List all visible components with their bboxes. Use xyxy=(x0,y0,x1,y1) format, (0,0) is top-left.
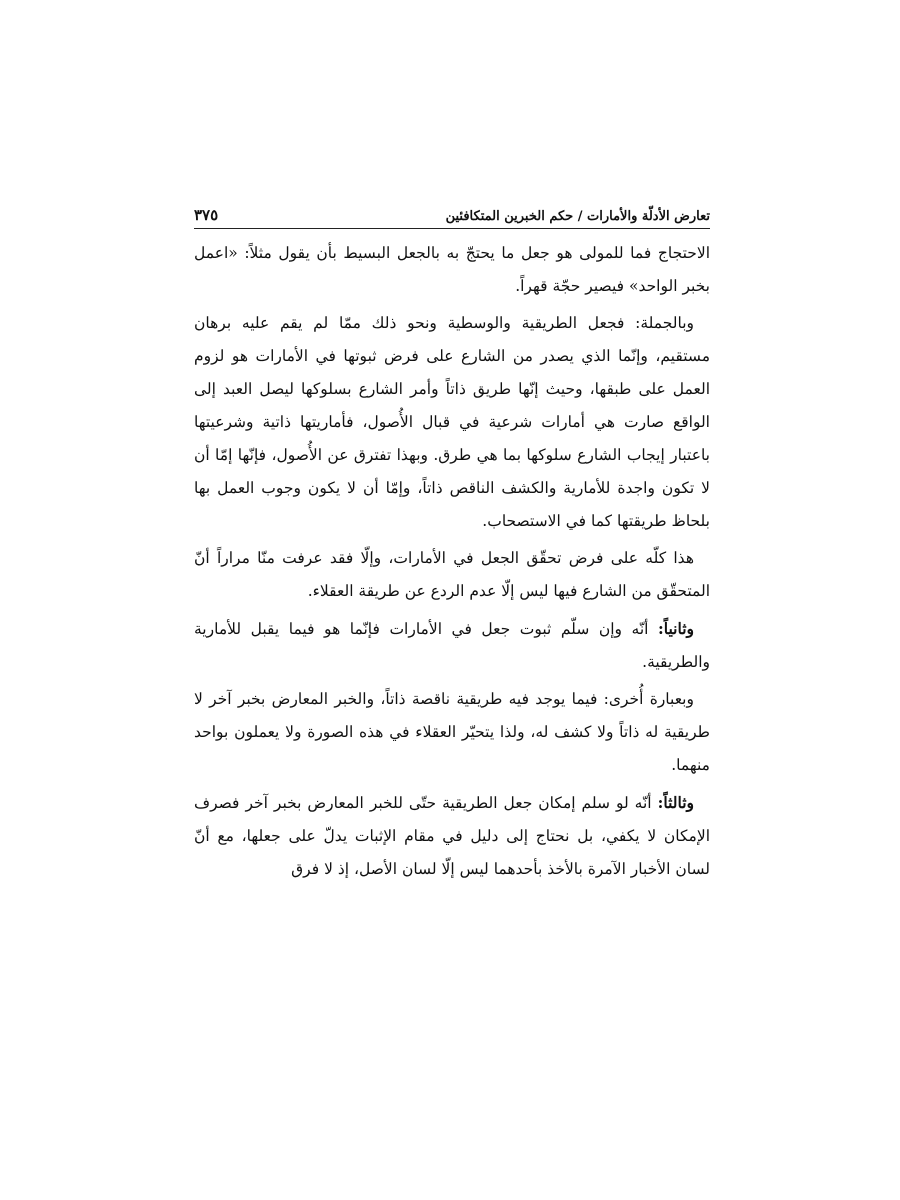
running-head-title: تعارض الأدلّة والأمارات / حكم الخبرين المتكافئين xyxy=(445,209,710,224)
paragraph-text: وبالجملة: فجعل الطريقية والوسطية ونحو ذلك ممّا لم يقم عليه برهان مستقيم، وإنّما الذي يصدر من الشارع على فرض ثبوتها في الأمارات هو لزوم العمل على طبقها، وحيث إنّها طريق ذاتاً وأمر الشارع بسلوكها ليصل العبد إلى الواقع صارت هي أمارات شرعية في قبال الأُصول، فأماريتها ذاتية وشرعيتها باعتبار إيجاب الشارع سلوكها بما هي طرق. وبهذا تفترق عن الأُصول، فإنّها إمّا أن لا تكون واجدة للأمارية والكشف الناقص ذاتاً، وإمّا أن لا يكون وجوب العمل بها بلحاظ طريقتها كما في الاستصحاب. xyxy=(194,314,710,530)
paragraph xyxy=(194,612,710,679)
paragraph xyxy=(194,683,710,782)
page-number: ٣٧٥ xyxy=(194,206,219,224)
header-rule xyxy=(194,228,710,229)
body-text xyxy=(194,237,710,886)
paragraph-text: وبعبارة أُخرى: فيما يوجد فيه طريقية ناقصة ذاتاً، والخبر المعارض بخبر آخر لا طريقية له ذاتاً ولا كشف له، ولذا يتحيّر العقلاء في هذه الصورة ولا يعملون بواحد منهما. xyxy=(194,690,710,774)
paragraph-text: الاحتجاج فما للمولى هو جعل ما يحتجّ به بالجعل البسيط بأن يقول مثلاً: «اعمل بخبر الواحد» فيصير حجّة قهراً. xyxy=(194,244,710,295)
paragraph xyxy=(194,307,710,538)
paragraph xyxy=(194,542,710,608)
paragraph-lead: وثانياً: xyxy=(658,619,694,638)
running-header xyxy=(194,200,710,228)
paragraph-text: أنّه وإن سلّم ثبوت جعل في الأمارات فإنّما هو فيما يقبل للأمارية والطريقية. xyxy=(194,620,710,671)
paragraph-text: هذا كلّه على فرض تحقّق الجعل في الأمارات، وإلّا فقد عرفت منّا مراراً أنّ المتحقّق من الشارع فيها ليس إلّا عدم الردع عن طريقة العقلاء. xyxy=(194,549,710,600)
paragraph-text: أنّه لو سلم إمكان جعل الطريقية حتّى للخبر المعارض بخبر آخر فصرف الإمكان لا يكفي، بل نحتاج إلى دليل في مقام الإثبات يدلّ على جعلها، مع أنّ لسان الأخبار الآمرة بالأخذ بأحدهما ليس إلّا لسان الأصل، إذ لا فرق xyxy=(194,794,710,878)
paragraph xyxy=(194,237,710,303)
paragraph-lead: وثالثاً: xyxy=(657,793,694,812)
book-page xyxy=(194,200,710,890)
paragraph xyxy=(194,786,710,886)
